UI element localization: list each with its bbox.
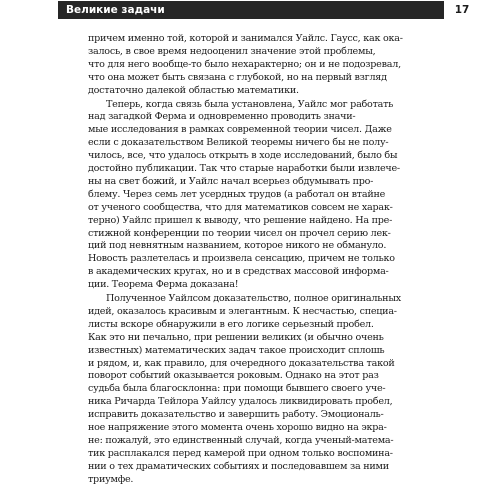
body-line: ника Ричарда Тейлора Уайлсу удалось ликвидировать пробел,: [88, 396, 393, 408]
body-line: поворот событий оказывается роковым. Однако на этот раз: [88, 370, 379, 382]
body-line: ции. Теорема Ферма доказана!: [88, 279, 239, 291]
body-line: исправить доказательство и завершить работу. Эмоциональ-: [88, 409, 384, 421]
body-line: что она может быть связана с глубокой, но на первый взгляд: [88, 71, 387, 83]
body-line: чилось, все, что удалось открыть в ходе исследований, было бы: [88, 150, 398, 162]
body-line: что для него вообще-то было нехарактерно; он и не подозревал,: [88, 58, 401, 70]
body-line: ны на свет божий, и Уайлс начал всерьез обдумывать про-: [88, 175, 374, 187]
body-line: достаточно далекой областью математики.: [88, 84, 299, 96]
body-line: тик расплакался перед камерой при одном только воспомина-: [88, 447, 393, 459]
body-line: Теперь, когда связь была установлена, Уайлс мог работать: [106, 98, 394, 110]
body-line: ное напряжение этого момента очень хорошо видно на экра-: [88, 422, 387, 433]
body-line: в академических кругах, но и в средствах массовой информа-: [88, 266, 389, 278]
body-line: терно) Уайлс пришел к выводу, что решение найдено. На пре-: [88, 214, 393, 226]
body-line: мые исследования в рамках современной теории чисел. Даже: [88, 124, 392, 136]
body-line: Новость разлетелась и произвела сенсацию, причем не только: [88, 253, 395, 265]
body-line: стижной конференции по теории чисел он прочел серию лек-: [88, 227, 391, 239]
body-line: достойно публикации. Так что старые наработки были извлече-: [88, 163, 400, 174]
body-line: залось, в свое время недооценил значение этой проблемы,: [88, 45, 376, 57]
body-line: листы вскоре обнаружили в его логике серьезный пробел.: [88, 318, 374, 330]
body-line: если с доказательством Великой теоремы ничего бы не полу-: [88, 137, 389, 149]
body-line: и рядом, и, как правило, для очередного доказательства такой: [88, 357, 395, 369]
body-line: ций под невнятным названием, которое никого не обмануло.: [88, 240, 387, 252]
body-line: Полученное Уайлсом доказательство, полное оригинальных: [106, 293, 401, 304]
body-line: триумфе.: [88, 473, 134, 485]
body-line: блему. Через семь лет усердных трудов (а работал он втайне: [88, 188, 386, 200]
page-header: [0, 0, 500, 22]
body-line: над загадкой Ферма и одновременно проводить значи-: [88, 111, 356, 123]
body-line: идей, оказалось красивым и элегантным. К несчастью, специа-: [88, 305, 397, 317]
body-line: от ученого сообщества, что для математиков совсем не харак-: [88, 201, 393, 213]
body-line: известных) математических задач такое происходит сплошь: [88, 344, 385, 356]
running-title: Великие задачи: [66, 4, 165, 16]
body-line: судьба была благосклонна: при помощи бывшего своего уче-: [88, 383, 386, 395]
page-number: 17: [454, 4, 470, 16]
body-line: причем именно той, которой и занимался Уайлс. Гаусс, как ока-: [88, 33, 403, 44]
body-line: не: пожалуй, это единственный случай, когда ученый-матема-: [88, 434, 394, 446]
body-line: Как это ни печально, при решении великих (и обычно очень: [88, 331, 384, 343]
body-line: нии о тех драматических событиях и последовавшем за ними: [88, 460, 389, 472]
